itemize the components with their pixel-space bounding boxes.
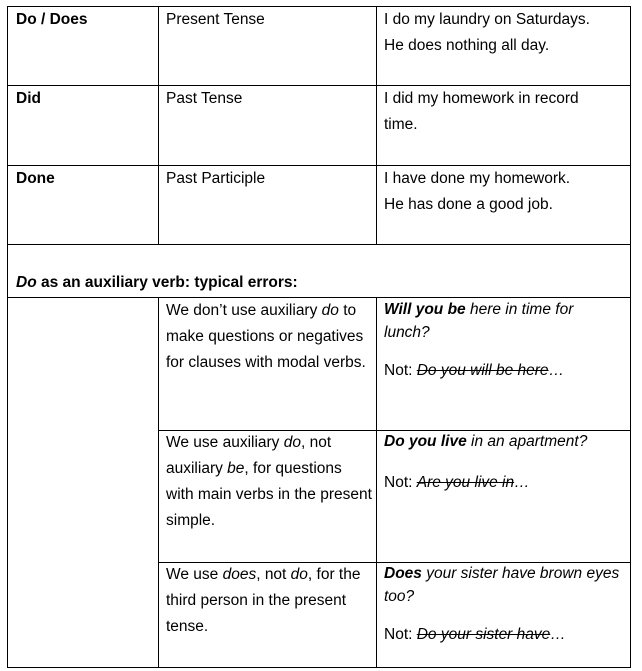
rule-text: , not [256, 566, 291, 583]
correct-bold: Will you be [384, 301, 466, 318]
example-cell [384, 166, 624, 218]
example-line: time. [384, 116, 418, 133]
rule-text: , for questions with main verbs in the present simple. [166, 460, 372, 529]
example-line: I have done my homework. [384, 170, 571, 187]
rule-text: , not auxiliary [166, 434, 332, 477]
form-cell: Done [16, 170, 55, 187]
table-border-bottom [7, 667, 631, 668]
not-label: Not: [384, 362, 417, 379]
not-label: Not: [384, 626, 417, 643]
correct-bold: Do you live [384, 433, 467, 450]
rule-text: to make questions or negatives for clauses with modal verbs. [166, 302, 366, 371]
wrong-example [384, 359, 622, 382]
tense-cell: Present Tense [166, 11, 265, 28]
correct-rest: here in time for lunch? [384, 301, 574, 341]
table-border-left [7, 6, 8, 668]
ellipsis: … [514, 474, 530, 491]
row-divider [7, 244, 631, 245]
example-line: I did my homework in record [384, 90, 579, 107]
tense-cell: Past Tense [166, 90, 243, 107]
example-cell [384, 562, 622, 646]
rule-italic: does [222, 566, 257, 583]
rule-italic: do [290, 566, 308, 583]
rule-text: We use [166, 566, 223, 583]
wrong-text: Are you live in [416, 474, 515, 491]
heading-rest: as an auxiliary verb: typical errors: [36, 274, 298, 291]
wrong-text: Do your sister have [416, 626, 551, 643]
wrong-text: Do you will be here [416, 362, 549, 379]
not-label: Not: [384, 474, 417, 491]
ellipsis: … [550, 626, 566, 643]
rule-text: We use auxiliary [166, 434, 284, 451]
section-heading [16, 270, 298, 296]
rule-cell [166, 562, 372, 640]
rule-italic: be [227, 460, 245, 477]
form-cell: Did [16, 90, 41, 107]
example-line: He does nothing all day. [384, 37, 550, 54]
rule-text: We don’t use auxiliary [166, 302, 322, 319]
column-divider [376, 297, 377, 668]
correct-bold: Does [384, 565, 422, 582]
rule-text: , for the third person in the present tense. [166, 566, 361, 635]
column-divider [158, 6, 159, 245]
example-line: I do my laundry on Saturdays. [384, 11, 590, 28]
example-line: He has done a good job. [384, 196, 553, 213]
tense-cell: Past Participle [166, 170, 266, 187]
rule-cell [166, 298, 372, 376]
rule-italic: do [283, 434, 301, 451]
correct-example [384, 298, 622, 344]
heading-italic: Do [16, 274, 37, 291]
form-cell: Do / Does [16, 11, 88, 28]
correct-example [384, 430, 622, 453]
ellipsis: … [548, 362, 565, 379]
wrong-example [384, 471, 622, 494]
correct-example [384, 562, 622, 608]
example-cell [384, 298, 622, 382]
rule-italic: do [321, 302, 339, 319]
table-border-right [630, 6, 631, 668]
example-cell [384, 86, 624, 138]
rule-cell [166, 430, 372, 534]
example-cell [384, 7, 624, 59]
wrong-example [384, 623, 622, 646]
correct-rest: your sister have brown eyes too? [384, 565, 620, 605]
correct-rest: in an apartment? [466, 433, 588, 450]
column-divider [158, 297, 159, 668]
example-cell [384, 430, 622, 494]
column-divider [376, 6, 377, 245]
